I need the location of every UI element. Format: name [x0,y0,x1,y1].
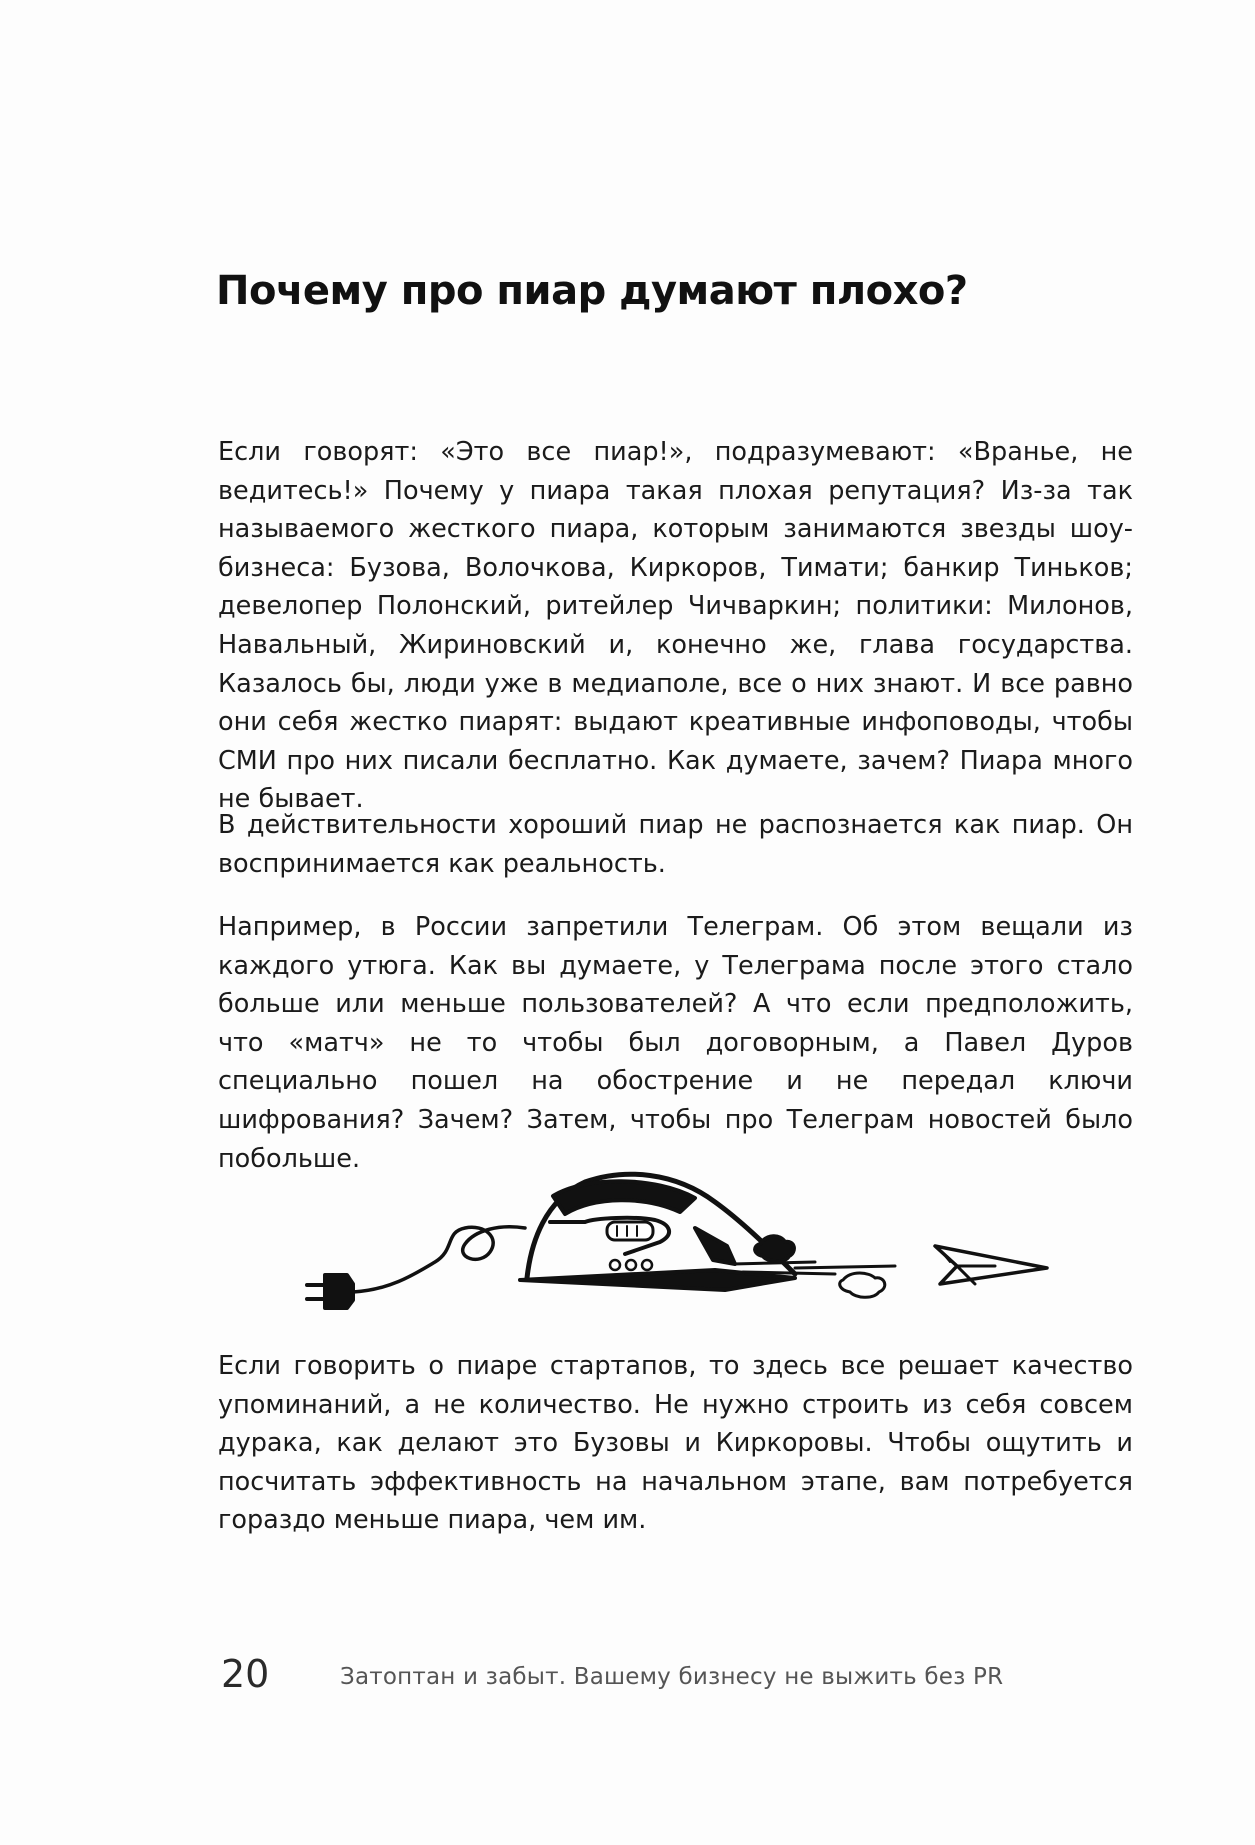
paragraph: Например, в России запретили Телеграм. Об этом вещали из каждого утюга. Как вы думаете, у Телеграма после этого стало больше или меньше пользователей? А что если предположить, что «матч» не то чтобы был договорным, а Павел Дуров специально пошел на обострение и не передал ключи шифрования? Зачем? Затем, чтобы про Телеграм новостей было побольше. [218,912,1133,1174]
paragraph-block [218,433,1133,819]
page-heading: Почему про пиар думают плохо? [216,268,968,314]
paragraph-block [218,806,1133,883]
paragraph: В действительности хороший пиар не распознается как пиар. Он воспринимается как реальность. [218,810,1133,879]
paragraph-block [218,1347,1133,1540]
paragraph: Если говорят: «Это все пиар!», подразумевают: «Вранье, не ведитесь!» Почему у пиара такая плохая репутация? Из-за так называемого жесткого пиара, которым занимаются звезды шоу-бизнеса: Бузова, Волочкова, Киркоров, Тимати; банкир Тиньков; девелопер Полонский, ритейлер Чичваркин; политики: Милонов, Навальный, Жириновский и, конечно же, глава государства. Казалось бы, люди уже в медиаполе, все о них знают. И все равно они себя жестко пиарят: выдают креативные инфоповоды, чтобы СМИ про них писали бесплатно. Как думаете, зачем? Пиара много не бывает. [218,437,1133,815]
running-title: Затоптан и забыт. Вашему бизнесу не выжить без PR [340,1664,1004,1690]
paragraph: Если говорить о пиаре стартапов, то здесь все решает качество упоминаний, а не количество. Не нужно строить из себя совсем дурака, как делают это Бузовы и Киркоровы. Чтобы ощутить и посчитать эффективность на начальном этапе, вам потребуется гораздо меньше пиара, чем им. [218,1351,1133,1536]
iron-with-paper-plane-icon [295,1162,1055,1322]
paragraph-block [218,908,1133,1178]
page-number: 20 [221,1652,270,1696]
